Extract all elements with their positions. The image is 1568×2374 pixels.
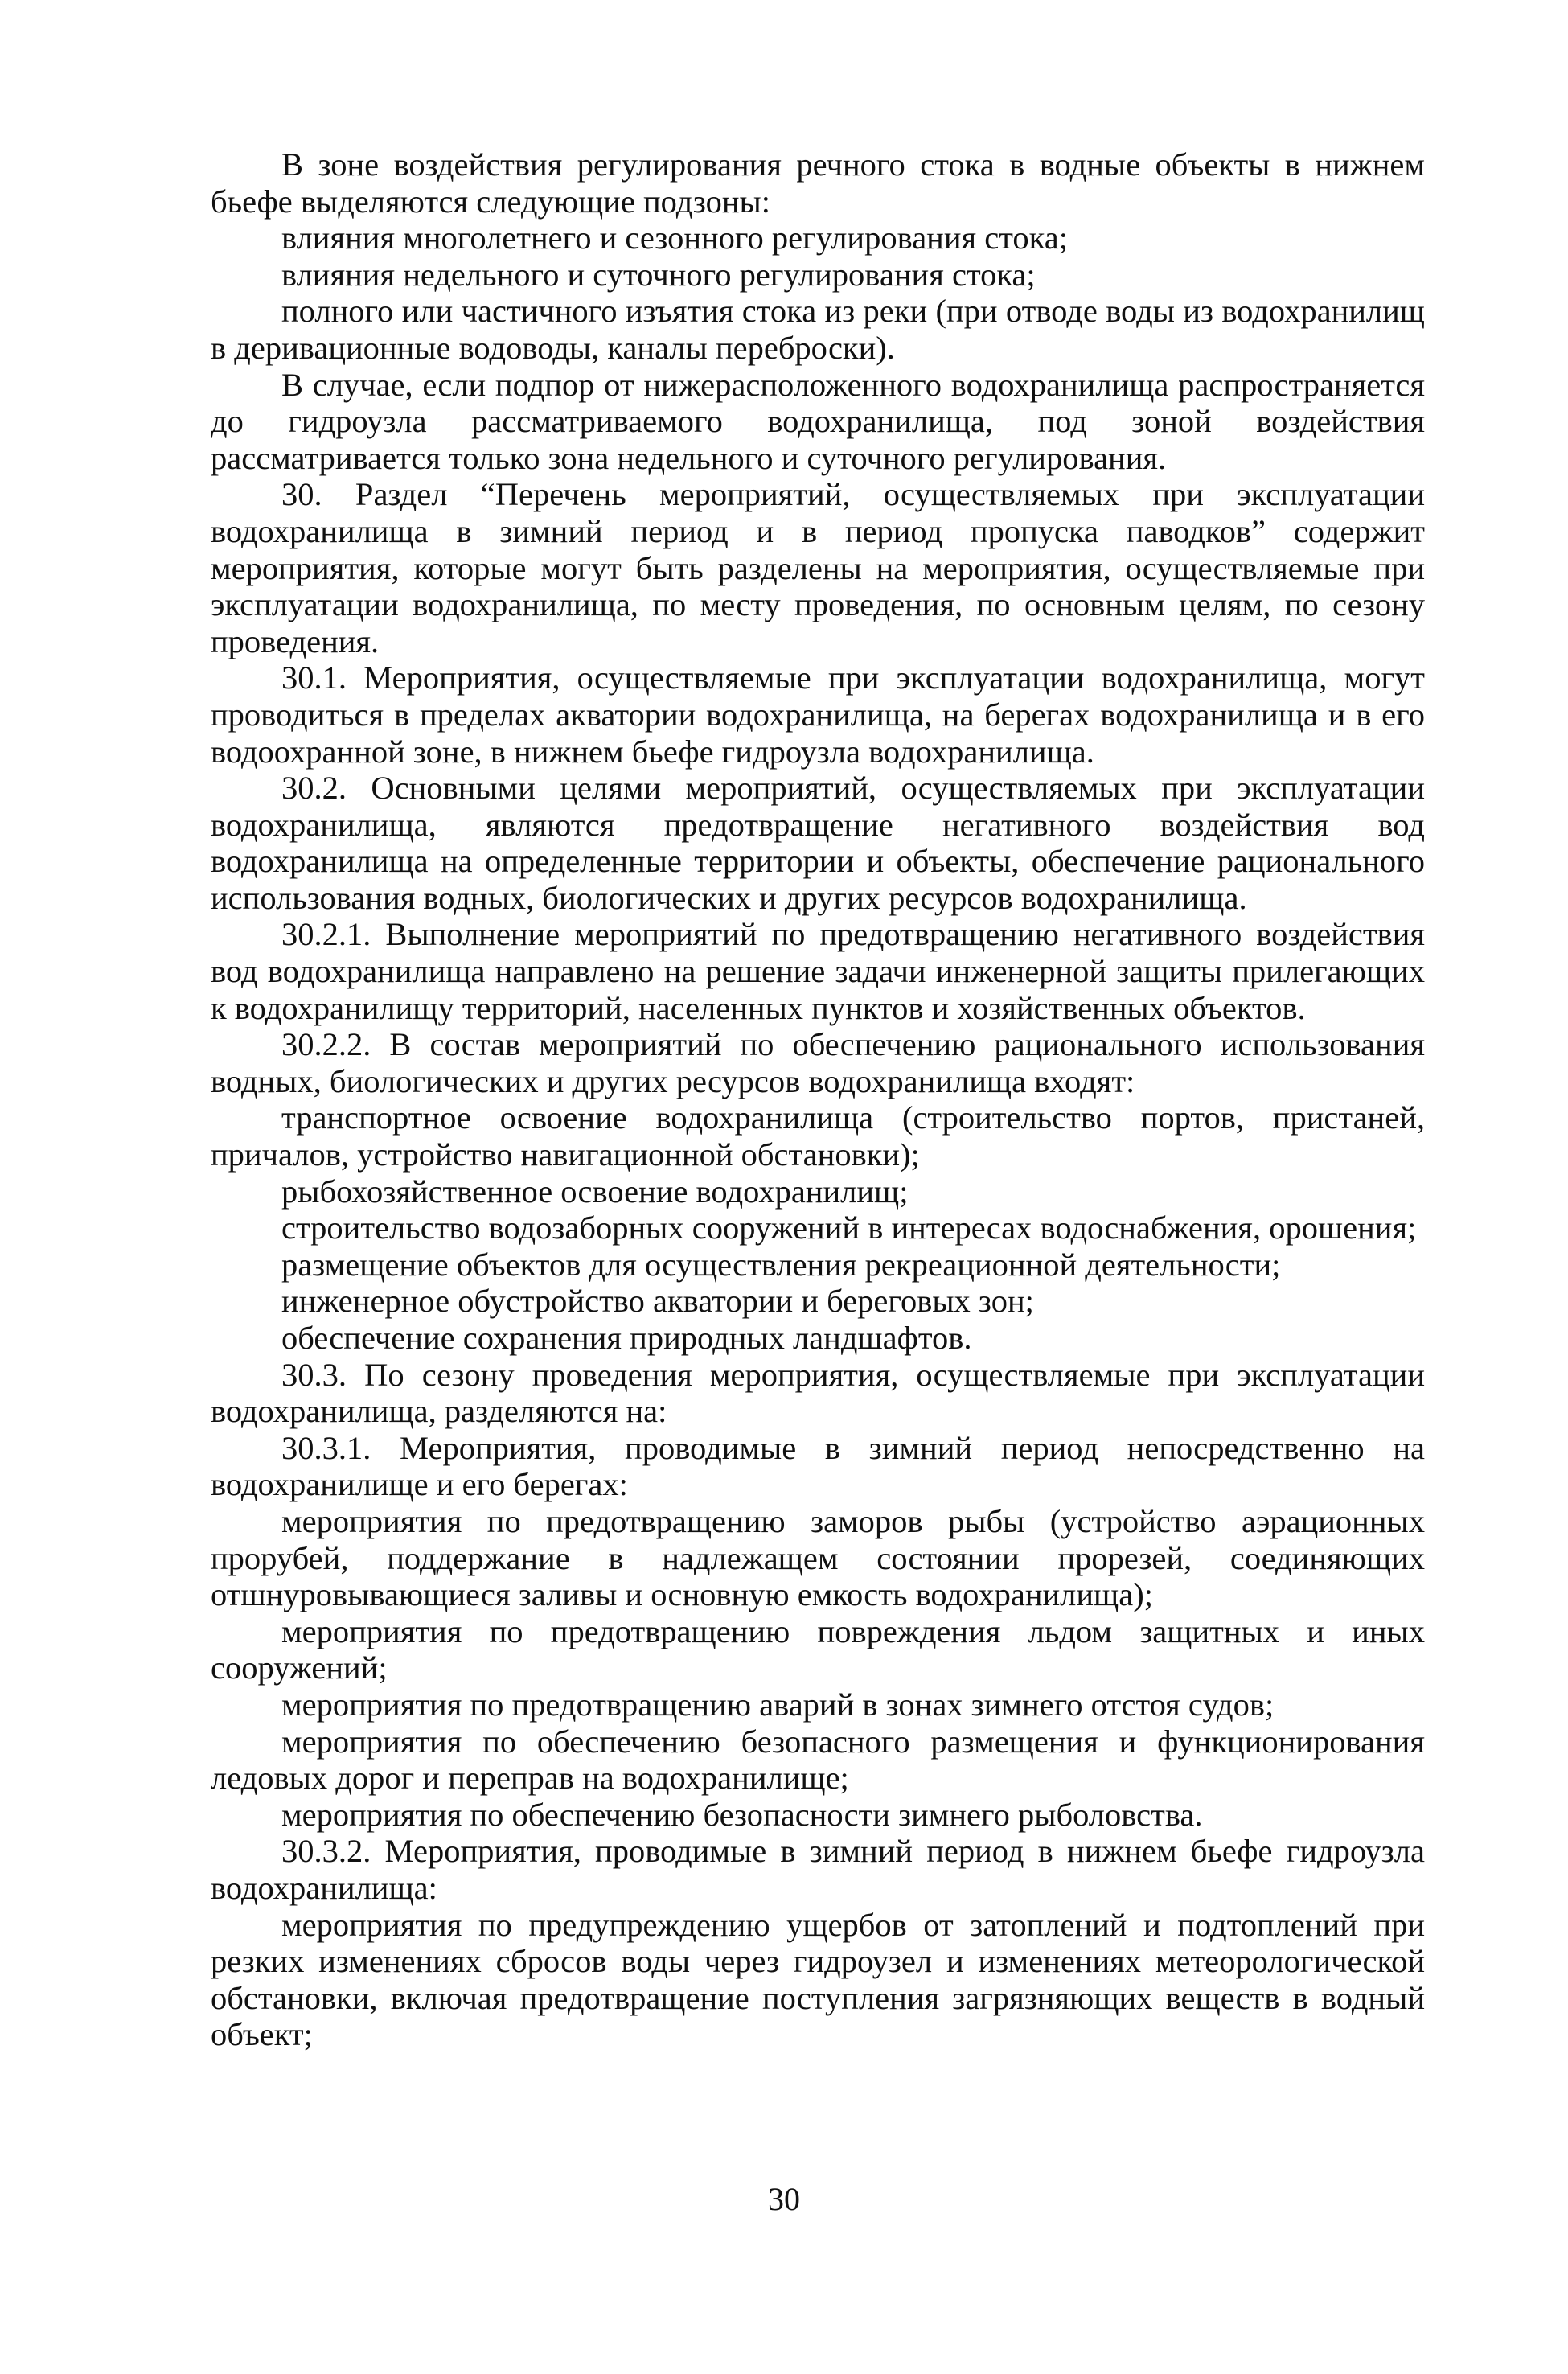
paragraph: мероприятия по обеспечению безопасного размещения и функционирования ледовых дорог и переправ на водохранилище; [211, 1723, 1425, 1797]
paragraph: 30.2. Основными целями мероприятий, осуществляемых при эксплуатации водохранилища, являются предотвращение негативного воздействия вод водохранилища на определенные территории и объекты, обеспечение рационального использования водных, биологических и других ресурсов водохранилища. [211, 770, 1425, 916]
paragraph: 30. Раздел “Перечень мероприятий, осуществляемых при эксплуатации водохранилища в зимний период и в период пропуска паводков” содержит мероприятия, которые могут быть разделены на мероприятия, осуществляемые при эксплуатации водохранилища, по месту проведения, по основным целям, по сезону проведения. [211, 476, 1425, 659]
paragraph: 30.3.1. Мероприятия, проводимые в зимний период непосредственно на водохранилище и его берегах: [211, 1429, 1425, 1503]
paragraph: транспортное освоение водохранилища (строительство портов, пристаней, причалов, устройство навигационной обстановки); [211, 1099, 1425, 1173]
paragraph: 30.2.1. Выполнение мероприятий по предотвращению негативного воздействия вод водохранилища направлено на решение задачи инженерной защиты прилегающих к водохранилищу территорий, населенных пунктов и хозяйственных объектов. [211, 916, 1425, 1026]
paragraph: мероприятия по обеспечению безопасности зимнего рыболовства. [281, 1796, 1203, 1833]
body-text [211, 146, 1425, 2053]
paragraph: строительство водозаборных сооружений в интересах водоснабжения, орошения; [281, 1210, 1417, 1247]
paragraph: полного или частичного изъятия стока из реки (при отводе воды из водохранилищ в деривационные водоводы, каналы переброски). [211, 293, 1425, 366]
paragraph: инженерное обустройство акватории и береговых зон; [281, 1283, 1034, 1320]
paragraph: 30.3.2. Мероприятия, проводимые в зимний период в нижнем бьефе гидроузла водохранилища: [211, 1833, 1425, 1906]
paragraph: В случае, если подпор от нижерасположенного водохранилища распространяется до гидроузла рассматриваемого водохранилища, под зоной воздействия рассматривается только зона недельного и суточного регулирования. [211, 366, 1425, 476]
paragraph: мероприятия по предотвращению повреждения льдом защитных и иных сооружений; [211, 1612, 1425, 1686]
paragraph: обеспечение сохранения природных ландшафтов. [281, 1320, 972, 1356]
paragraph: В зоне воздействия регулирования речного стока в водные объекты в нижнем бьефе выделяются следующие подзоны: [211, 146, 1425, 220]
paragraph: 30.2.2. В состав мероприятий по обеспечению рационального использования водных, биологических и других ресурсов водохранилища входят: [211, 1026, 1425, 1099]
paragraph: размещение объектов для осуществления рекреационной деятельности; [281, 1246, 1281, 1283]
paragraph: 30.3. По сезону проведения мероприятия, осуществляемые при эксплуатации водохранилища, разделяются на: [211, 1356, 1425, 1430]
paragraph: мероприятия по предупреждению ущербов от затоплений и подтоплений при резких изменениях сбросов воды через гидроузел и изменениях метеорологической обстановки, включая предотвращение поступления загрязняющих веществ в водный объект; [211, 1906, 1425, 2053]
paragraph: мероприятия по предотвращению аварий в зонах зимнего отстоя судов; [281, 1686, 1275, 1723]
paragraph: влияния многолетнего и сезонного регулирования стока; [281, 220, 1068, 257]
paragraph: 30.1. Мероприятия, осуществляемые при эксплуатации водохранилища, могут проводиться в пределах акватории водохранилища, на берегах водохранилища и в его водоохранной зоне, в нижнем бьефе гидроузла водохранилища. [211, 659, 1425, 770]
paragraph: влияния недельного и суточного регулирования стока; [281, 256, 1036, 293]
paragraph: рыбохозяйственное освоение водохранилищ; [281, 1173, 909, 1210]
paragraph: мероприятия по предотвращению заморов рыбы (устройство аэрационных прорубей, поддержание в надлежащем состоянии прорезей, соединяющих отшнуровывающиеся заливы и основную емкость водохранилища); [211, 1502, 1425, 1613]
page-number: 30 [768, 2181, 800, 2217]
